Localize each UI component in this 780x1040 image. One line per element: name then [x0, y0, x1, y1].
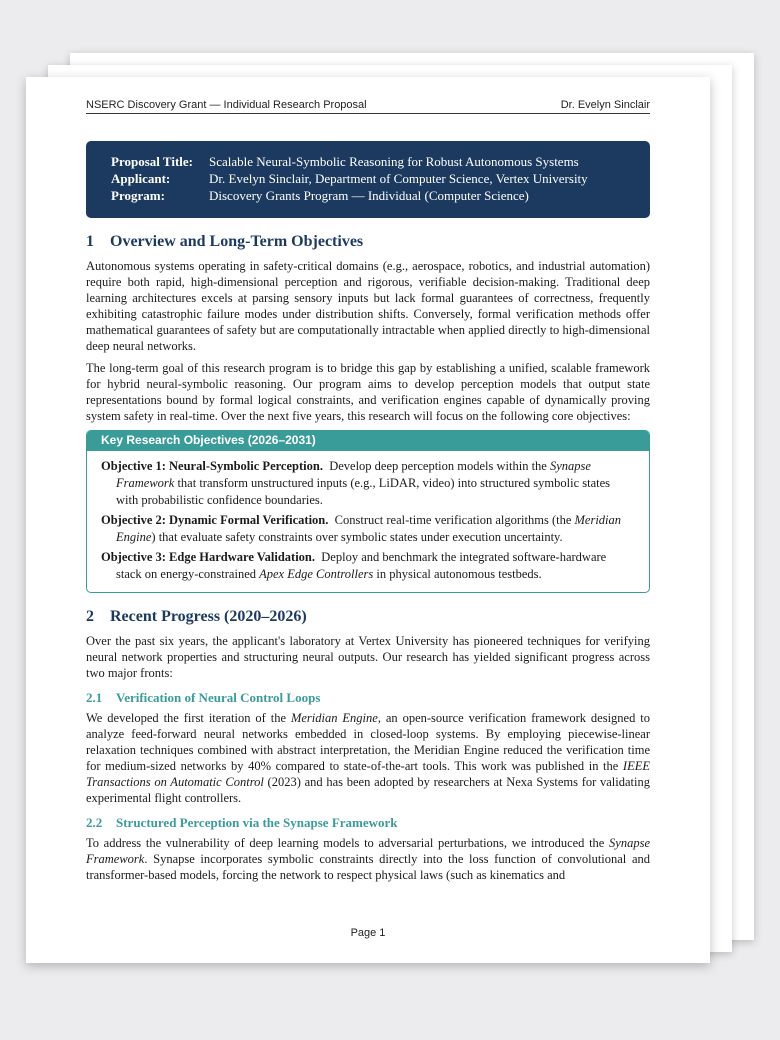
document-page: [26, 77, 710, 963]
page-number: Page 1: [350, 927, 386, 939]
subsection-2-2-heading: [86, 814, 650, 831]
paragraph-emphasis: IEEE Transactions on Automatic Control: [86, 759, 650, 789]
paragraph-text: . Synapse incorporates symbolic constraints directly into the loss function of convolutional and transformer-based models, forcing the network to respect physical laws (such as kinematics and: [86, 852, 650, 882]
paragraph-text: (2023) and has been adopted by researchers at Nexa Systems for validating experimental flight controllers.: [86, 775, 650, 805]
info-value: Discovery Grants Program — Individual (Computer Science): [209, 188, 529, 203]
objective-item: [101, 549, 635, 583]
section-title: Recent Progress (2020–2026): [110, 608, 307, 625]
objectives-box-title: Key Research Objectives (2026–2031): [87, 431, 649, 451]
objective-item: [101, 512, 635, 546]
info-value: Scalable Neural-Symbolic Reasoning for Robust Autonomous Systems: [209, 154, 579, 169]
section-2-paragraph-1: Over the past six years, the applicant's laboratory at Vertex University has pioneered techniques for verifying neural network properties and structuring neural outputs. Our research has yielded significant progress across two major fronts:: [86, 634, 650, 680]
subsection-2-1-heading: [86, 689, 650, 706]
info-label: Applicant:: [111, 171, 171, 186]
section-number: 1: [86, 233, 94, 250]
section-1-paragraph-2: The long-term goal of this research program is to bridge this gap by establishing a unified, scalable framework for hybrid neural-symbolic reasoning. Our program aims to develop perception models that output state representations bound by formal logical constraints, and verification engines capable of dynamically proving system safety in real-time. Over the next five years, this research will focus on the following core objectives:: [86, 361, 650, 423]
objective-emphasis: Meridian Engine: [116, 513, 622, 544]
subsection-2-2-paragraph: [86, 835, 650, 883]
header-right: Dr. Evelyn Sinclair: [560, 99, 650, 111]
objectives-list: [87, 451, 649, 592]
subsection-2-1-paragraph: [86, 710, 650, 806]
objective-emphasis: Apex Edge Controllers: [259, 567, 374, 581]
proposal-info-box: [86, 141, 650, 218]
header-left: NSERC Discovery Grant — Individual Research Proposal: [86, 99, 367, 111]
subsection-title: Structured Perception via the Synapse Framework: [116, 815, 398, 830]
objective-item: [101, 458, 635, 509]
objective-emphasis: Synapse Framework: [116, 459, 591, 490]
subsection-number: 2.2: [86, 815, 103, 830]
running-header: [86, 97, 650, 114]
info-row-applicant: [111, 170, 626, 187]
objective-text: Deploy and benchmark the integrated software-hardware stack on energy-constrained: [116, 550, 607, 581]
paragraph-text: To address the vulnerability of deep learning models to adversarial perturbations, we introduced the: [86, 836, 610, 850]
section-2-heading: [86, 607, 650, 627]
page-content: [86, 97, 650, 889]
objective-name: Dynamic Formal Verification.: [169, 513, 329, 527]
objective-label: Objective 3:: [101, 550, 166, 564]
objective-name: Edge Hardware Validation.: [169, 550, 316, 564]
paragraph-emphasis: Meridian Engine: [290, 711, 378, 725]
info-row-title: [111, 153, 626, 170]
subsection-number: 2.1: [86, 690, 103, 705]
objectives-box: [86, 430, 650, 593]
objective-text: ) that evaluate safety constraints over symbolic states under execution uncertainty.: [151, 530, 563, 544]
objective-name: Neural-Symbolic Perception.: [169, 459, 323, 473]
section-1-paragraph-1: Autonomous systems operating in safety-critical domains (e.g., aerospace, robotics, and industrial automation) require both rapid, high-dimensional perception and rigorous, verifiable decision-making. Traditional deep learning architectures excels at parsing sensory inputs but lack formal guarantees of correctness, frequently exhibiting catastrophic failure modes under distribution shifts. Conversely, formal verification methods offer mathematical guarantees of safety but are computationally intractable when applied directly to high-dimensional deep neural networks.: [86, 259, 650, 353]
paragraph-text: , an open-source verification framework designed to analyze feed-forward neural networks embedded in closed-loop systems. By employing piecewise-linear relaxation techniques combined with abstract interpretation, the Meridian Engine reduced the verification time for medium-sized networks by 40% compared to state-of-the-art tools. This work was published in the: [86, 711, 650, 773]
objective-label: Objective 2:: [101, 513, 166, 527]
paragraph-emphasis: Synapse Framework: [86, 836, 650, 866]
objective-label: Objective 1:: [101, 459, 166, 473]
subsection-title: Verification of Neural Control Loops: [116, 690, 321, 705]
section-1-heading: [86, 232, 650, 252]
objective-text: Develop deep perception models within the: [329, 459, 550, 473]
info-value: Dr. Evelyn Sinclair, Department of Computer Science, Vertex University: [209, 171, 588, 186]
paragraph-text: We developed the first iteration of the: [86, 711, 291, 725]
section-title: Overview and Long-Term Objectives: [110, 233, 364, 250]
info-label: Program:: [111, 188, 165, 203]
objective-text: Construct real-time verification algorithms (the: [334, 513, 575, 527]
objective-text: in physical autonomous testbeds.: [373, 567, 542, 581]
objective-text: that transform unstructured inputs (e.g., LiDAR, video) into structured symbolic states with probabilistic confidence boundaries.: [116, 476, 611, 507]
info-label: Proposal Title:: [111, 154, 193, 169]
section-number: 2: [86, 608, 94, 625]
info-row-program: [111, 187, 626, 204]
